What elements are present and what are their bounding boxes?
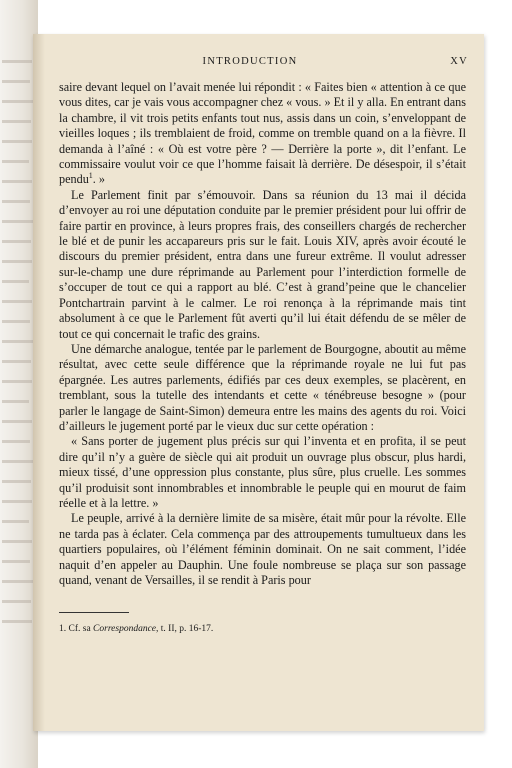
running-title: INTRODUCTION [202, 56, 298, 67]
page-body [59, 80, 466, 588]
footnote: 1. Cf. sa Correspondance, t. II, p. 16-17. [59, 624, 214, 634]
paragraph-5: Le peuple, arrivé à la dernière limite de sa misère, était mûr pour la révolte. Elle ne tarda pas à éclater. Cela commença par des attroupements tumultueux dans les quartiers populaires, où l’élément féminin dominait. On ne sait comment, l’idée naquit d’en appeler au Dauphin. Une foule nombreuse se plaça sur son passage quand, venant de Versailles, il se rendit à Paris pour [59, 511, 466, 587]
footnote-reference: 1 [88, 171, 93, 181]
page-number: XV [450, 56, 468, 67]
running-header [0, 56, 512, 74]
paragraph-1: saire devant lequel on l’avait menée lui répondit : « Faites bien « attention à ce que vous dites, car je vais vous accompagner chez « vous. » Et il y alla. En entrant dans la chambre, il vit trois petits enfants tout nus, assis dans un coin, s’enveloppant de vieilles loques ; ils tremblaient de froid, comme on tremble quand on a la fièvre. Il demanda à l’aîné : « Où est votre père ? — Derrière la porte », dit l’enfant. Le commissaire voulut voir ce que l’homme faisait là derrière. De désespoir, il s’était pendu$^1$. » [59, 80, 466, 187]
quotation-paragraph: « Sans porter de jugement plus précis sur qui l’inventa et en profita, il se peut dire qu’il n’y a guère de siècle qui ait produit un ouvrage plus obscur, plus hardi, mieux tissé, d’une oppression plus constante, plus sûre, plus cruelle. Les sommes qu’il produisit sont innombrables et innombrable le peuple qui en mourut de faim réelle et à la lettre. » [59, 434, 466, 510]
paragraph-2: Le Parlement finit par s’émouvoir. Dans sa réunion du 13 mai il décida d’envoyer au roi une députation conduite par le premier président pour lui offrir de faire partir en province, à leurs propres frais, des conseillers chargés de rechercher le blé et de punir les accapareurs pris sur le fait. Louis XIV, après avoir écouté le discours du premier président, entra dans une fureur extrême. Il voulut adresser sur-le-champ une dure réprimande au Parlement pour l’interdiction formelle de s’occuper de tout ce qui a rapport au blé. C’est à grand’peine que le chancelier Pontchartrain parvint à le calmer. Le roi renonça à la réprimande mais tint absolument à ce que le Parlement fût averti qu’il lui était défendu de se mêler de tout ce qui concernait le trafic des grains. [59, 187, 466, 341]
paragraph-3: Une démarche analogue, tentée par le parlement de Bourgogne, aboutit au même résultat, avec cette seule différence que la réprimande royale ne lui fut pas épargnée. Les autres parlements, édifiés par ces deux exemples, se placèrent, en tremblant, sous la tutelle des intendants et cette « ténébreuse besogne » (pour parler le langage de Saint-Simon) demeura entre les mains des agents du roi. Voici d’ailleurs le jugement porté par le vieux duc sur cette opération : [59, 341, 466, 433]
paragraph-1-end: . » [92, 172, 105, 187]
page-gutter-shadow [33, 34, 45, 731]
footnote-rule [59, 612, 129, 613]
footnote-title: Correspondance [93, 624, 157, 634]
